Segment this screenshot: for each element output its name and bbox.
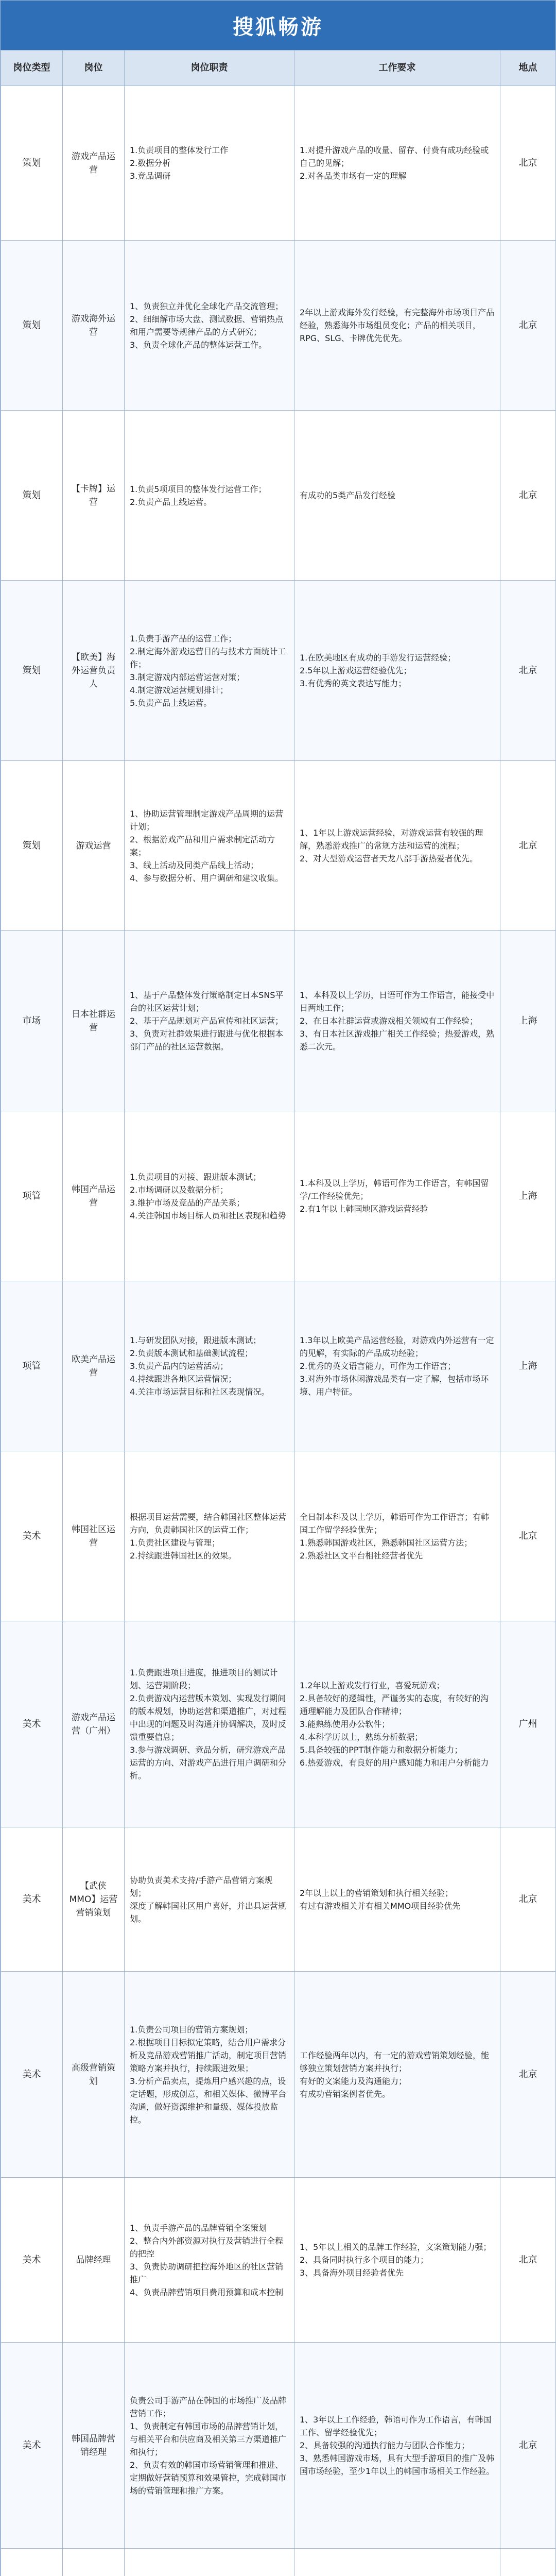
job-location-line: 北京 (518, 665, 537, 676)
job-title (63, 2343, 125, 2549)
job-title (63, 1281, 125, 1451)
job-location-line: 北京 (518, 2439, 537, 2451)
job-title-line: 【卡牌】运营 (72, 483, 115, 507)
job-duties-line: 4.关注韩国市场目标人员和社区表现和趋势 (130, 1210, 286, 1221)
job-title (63, 761, 125, 931)
job-location-line: 北京 (518, 2254, 537, 2265)
table-row (1, 241, 556, 411)
job-title (63, 581, 125, 761)
job-requirements-line: 2、具备较强的沟通执行能力与团队合作能力； (300, 2441, 470, 2450)
job-title (63, 1827, 125, 1972)
job-category (1, 1451, 63, 1621)
job-title (63, 1451, 125, 1621)
job-duties-line: 3.竞品调研 (130, 171, 171, 181)
job-location (500, 1972, 556, 2178)
job-requirements-line: 3.能熟练使用办公软件； (300, 1719, 390, 1729)
jobs-table (1, 50, 556, 2576)
job-duties-line: 1.负责手游产品的运营工作； (130, 633, 237, 643)
job-duties-line: 2.市场调研以及数据分析； (130, 1184, 229, 1195)
job-duties-line: 1.负责5项项目的整体发行运营工作； (130, 484, 267, 494)
job-location-line: 北京 (518, 489, 537, 501)
job-requirements-line: 1、5年以上相关的品牌工作经验，文案策划能力强； (300, 2242, 492, 2252)
job-category (1, 1111, 63, 1281)
job-duties-line: 2、细细解市场大盘、测试数据、营销热点和用户需要等规律产品的方式研究； (130, 314, 284, 337)
job-title-line: 游戏运营 (76, 840, 111, 851)
job-duties-line: 2、整合内外部资源对执行及营销进行全程的把控 (130, 2235, 284, 2259)
header-requirements: 工作要求 (294, 50, 500, 86)
job-duties-line: 协助负责美术支持/手游产品营销方案规划； (130, 1875, 273, 1898)
job-requirements-line: 3、熟悉韩国游戏市场，具有大型手游项目的推广及韩国市场经验，至少1年以上的韩国市场相关工作经验。 (300, 2453, 495, 2476)
job-requirements-line: 1.本科及以上学历，韩语可作为工作语言，有韩国留学/工作经验优先； (300, 1178, 489, 1201)
job-category (1, 2178, 63, 2343)
jobs-table-body (1, 86, 556, 2576)
job-duties-line: 深度了解韩国社区用户喜好，并出具运营规划。 (130, 1901, 287, 1924)
table-row (1, 411, 556, 581)
job-requirements-line: 1.熟悉韩国游戏社区，熟悉韩国社区运营方法； (300, 1537, 473, 1548)
job-requirements-line: 3、具备海外项目经验者优先 (300, 2268, 404, 2278)
job-title-line: 游戏产品运营（广州） (72, 1712, 115, 1736)
job-duties-line: 1、负责制定有韩国市场的品牌营销计划，与相关平台和供应商及相关第三方渠道推广和执行； (130, 2421, 287, 2457)
job-requirements (294, 411, 500, 581)
job-category (1, 86, 63, 241)
header-category: 岗位类型 (1, 50, 63, 86)
job-requirements-line: 有成功营销案例者优先。 (300, 2089, 391, 2099)
job-requirements (294, 241, 500, 411)
job-duties-line: 负责公司手游产品在韩国的市场推广及品牌营销工作； (130, 2395, 287, 2418)
job-duties-line: 3.负责产品内的运营活动； (130, 1361, 229, 1371)
job-category (1, 581, 63, 761)
job-requirements-line: 全日制本科及以上学历，韩语可作为工作语言；有韩国工作留学经验优先； (300, 1512, 490, 1535)
table-row (1, 86, 556, 241)
job-category (1, 761, 63, 931)
job-requirements (294, 1281, 500, 1451)
job-category (1, 1621, 63, 1827)
job-title-line: 高级营销策划 (72, 2062, 115, 2087)
job-duties-line: 3、负责对社群效果进行跟进与优化根据本部门产品的社区运营数据。 (130, 1029, 284, 1052)
job-requirements-line: 2、对大型游戏运营者天龙八部手游热爱者优先。 (300, 854, 478, 863)
job-category-line: 项管 (22, 1360, 41, 1371)
job-duties-line: 1、负责手游产品的品牌营销全案策划 (130, 2223, 267, 2233)
job-category-line: 项管 (22, 1190, 41, 1201)
job-requirements-line: 5.具备较强的PPT制作能力和数据分析能力； (300, 1745, 463, 1755)
job-duties-line: 1、基于产品整体发行策略制定日本SNS平台的社区运营计划； (130, 990, 284, 1013)
job-title (63, 2549, 125, 2576)
job-requirements-line: 2.熟悉社区文平台相社经营者优先 (300, 1550, 423, 1561)
job-requirements-line: 1.2年以上游戏发行行业，喜爱玩游戏； (300, 1681, 445, 1690)
job-duties (125, 931, 294, 1111)
job-requirements-line: 2.有1年以上韩国地区游戏运营经验 (300, 1204, 428, 1214)
job-duties (125, 2178, 294, 2343)
job-requirements-line: 2.具备较好的逻辑性，严谨务实的态度，有较好的沟通理解能力及团队合作精神； (300, 1693, 489, 1716)
job-duties-line: 3.分析产品卖点，提炼用户感兴趣的点，设定话题，形成创意，和相关媒体、微博平台沟通，做好资源维护和量级、媒体投放监控。 (130, 2076, 287, 2125)
table-row (1, 1972, 556, 2178)
job-title (63, 1972, 125, 2178)
job-requirements-line: 2、具备同时执行多个项目的能力； (300, 2255, 429, 2265)
page-title: 搜狐畅游 (1, 1, 555, 50)
job-category-line: 美术 (22, 2254, 41, 2265)
job-title-line: 日本社群运营 (72, 1009, 115, 1033)
table-row (1, 581, 556, 761)
job-requirements-line: 1.在欧美地区有成功的手游发行运营经验； (300, 653, 456, 663)
job-requirements-line: 有好的文案能力及沟通能力； (300, 2076, 407, 2086)
job-duties (125, 241, 294, 411)
job-duties-line: 1、负责独立并优化全球化产品交流管理； (130, 301, 284, 311)
header-duties: 岗位职责 (125, 50, 294, 86)
job-duties-line: 5.负责产品上线运营。 (130, 698, 212, 708)
job-requirements-line: 有成功的5类产品发行经验 (300, 490, 396, 500)
job-requirements-line: 3、有日本社区游戏推广相关工作经验；热爱游戏，熟悉二次元。 (300, 1029, 495, 1052)
job-duties-line: 4.关注市场运营目标和社区表现情况。 (130, 1387, 270, 1397)
job-title-line: 品牌经理 (76, 2255, 111, 2265)
job-location (500, 1451, 556, 1621)
job-requirements-line: 1.对提升游戏产品的收量、留存、付费有成功经验或自己的见解； (300, 145, 489, 168)
job-duties-line: 2、基于产品规划对产品宣传和社区运营； (130, 1016, 284, 1026)
job-requirements-line: 3.有优秀的英文表达写能力； (300, 679, 407, 688)
job-requirements-line: 1.3年以上欧美产品运营经验，对游戏内外运营有一定的见解，有实际的产品成功经验； (300, 1335, 494, 1358)
job-category (1, 241, 63, 411)
table-row (1, 931, 556, 1111)
job-requirements-line: 6.热爱游戏，有良好的用户感知能力和用户分析能力 (300, 1758, 489, 1768)
table-header-row (1, 50, 556, 86)
table-row (1, 1111, 556, 1281)
job-duties (125, 86, 294, 241)
job-category (1, 1827, 63, 1972)
job-title (63, 2178, 125, 2343)
table-row (1, 2178, 556, 2343)
job-location-line: 上海 (518, 1360, 537, 1371)
job-category-line: 策划 (22, 489, 41, 501)
job-duties-line: 3.维护市场及竞品的产品关系； (130, 1197, 245, 1208)
job-location (500, 1827, 556, 1972)
job-duties-line: 1.负责公司项目的营销方案规划； (130, 2024, 253, 2035)
job-duties (125, 1451, 294, 1621)
job-category-line: 美术 (22, 1530, 41, 1541)
job-requirements-line: 有过有游戏相关并有相关MMO项目经验优先 (300, 1901, 461, 1911)
job-requirements-line: 2.优秀的英文语言能力，可作为工作语言； (300, 1361, 456, 1371)
job-duties-line: 3.参与游戏调研、竞品分析，研究游戏产品运营的方向、对游戏产品进行用户调研和分析。 (130, 1745, 287, 1781)
job-duties-line: 2.持续跟进韩国社区的效果。 (130, 1550, 237, 1561)
job-requirements (294, 2178, 500, 2343)
job-requirements-line: 2年以上以上的营销策划和执行相关经验； (300, 1888, 454, 1898)
job-requirements-line: 1、1年以上游戏运营经验，对游戏运营有较强的理解，熟悉游戏推广的常规方法和运营的流程； (300, 828, 483, 851)
job-title (63, 86, 125, 241)
job-category (1, 931, 63, 1111)
job-category (1, 1281, 63, 1451)
job-category-line: 美术 (22, 2439, 41, 2451)
job-duties (125, 1972, 294, 2178)
job-title-line: 游戏产品运营 (72, 151, 115, 175)
table-row (1, 1281, 556, 1451)
job-duties-line: 1、协助运营管理制定游戏产品周期的运营计划； (130, 808, 284, 832)
job-category (1, 411, 63, 581)
job-requirements (294, 761, 500, 931)
job-duties (125, 581, 294, 761)
job-duties-line: 3、负责协助调研把控海外地区的社区营销推广 (130, 2261, 284, 2284)
job-duties (125, 761, 294, 931)
job-location (500, 761, 556, 931)
job-duties-line: 3.制定游戏内部运营运营对策； (130, 672, 245, 682)
job-duties-line: 2.数据分析 (130, 158, 171, 168)
job-title-line: 【武侠MMO】运营营销策划 (69, 1880, 118, 1918)
job-requirements (294, 2343, 500, 2549)
job-duties-line: 2、负责有效的韩国市场营销管理和推进、定期做好营销预算和效果管控，完成韩国市场的营销管理和推广方案。 (130, 2460, 287, 2496)
job-requirements (294, 86, 500, 241)
job-title-line: 欧美产品运营 (72, 1354, 115, 1378)
job-category (1, 2343, 63, 2549)
job-requirements (294, 1972, 500, 2178)
job-title-line: 韩国社区运营 (72, 1524, 115, 1548)
job-location-line: 北京 (518, 2069, 537, 2080)
job-location (500, 581, 556, 761)
job-duties-line: 2.制定海外游戏运营目的与技术方面统计工作； (130, 646, 286, 669)
table-row (1, 761, 556, 931)
table-row (1, 2343, 556, 2549)
job-duties-line: 2.负责版本测试和基础测试流程； (130, 1348, 253, 1358)
table-row (1, 1827, 556, 1972)
job-title (63, 931, 125, 1111)
job-requirements-line: 2、在日本社群运营或游戏相关领域有工作经验； (300, 1016, 478, 1026)
job-duties-line: 1.负责项目的对接、跟进版本测试； (130, 1172, 262, 1182)
job-requirements-line: 1、本科及以上学历，日语可作为工作语言，能接受中日两地工作； (300, 990, 495, 1013)
job-requirements (294, 1621, 500, 1827)
job-title-line: 韩国品牌营销经理 (72, 2433, 115, 2458)
job-title (63, 1111, 125, 1281)
job-category-line: 策划 (22, 665, 41, 676)
job-duties-line: 1.与研发团队对接，跟进版本测试； (130, 1335, 262, 1345)
job-location (500, 86, 556, 241)
job-location-line: 北京 (518, 1893, 537, 1905)
job-location (500, 2549, 556, 2576)
job-title (63, 241, 125, 411)
job-requirements-line: 工作经验两年以内，有一定的游戏营销策划经验，能够独立策划营销方案并执行； (300, 2050, 490, 2073)
job-category-line: 策划 (22, 157, 41, 168)
job-duties-line: 4.制定游戏运营规划排计； (130, 685, 229, 695)
job-title-line: 游戏海外运营 (72, 313, 115, 337)
job-duties-line: 4、参与数据分析、用户调研和建议收集。 (130, 873, 284, 883)
job-requirements-line: 4.本科学历以上，熟练分析数据； (300, 1732, 423, 1742)
job-title-line: 韩国产品运营 (72, 1184, 115, 1208)
job-duties (125, 1621, 294, 1827)
job-duties-line: 1.负责项目的整体发行工作 (130, 145, 229, 155)
job-location (500, 1111, 556, 1281)
job-requirements (294, 2549, 500, 2576)
job-duties-line: 1.负责社区建设与管理； (130, 1537, 220, 1548)
job-duties-line: 1.负责跟进项目进度，推进项目的测试计划、运营期阶段； (130, 1668, 278, 1690)
job-location (500, 2343, 556, 2549)
job-location-line: 北京 (518, 157, 537, 168)
job-category-line: 美术 (22, 1718, 41, 1730)
job-category-line: 市场 (22, 1015, 41, 1026)
job-requirements (294, 1111, 500, 1281)
job-duties-line: 2.根据项目目标拟定策略，结合用户需求分析及竞品游戏营销推广活动，制定项目营销策略方案并执行，持续跟进效果； (130, 2037, 287, 2073)
job-duties (125, 2343, 294, 2549)
job-location (500, 241, 556, 411)
header-title: 岗位 (63, 50, 125, 86)
job-duties-line: 2.负责产品上线运营。 (130, 497, 212, 507)
job-requirements-line: 3.对海外市场休闲游戏品类有一定了解，包括市场环境、用户特征。 (300, 1374, 489, 1397)
job-category-line: 美术 (22, 2069, 41, 2080)
job-category-line: 策划 (22, 319, 41, 331)
job-duties-line: 2.负责游戏内运营版本策划、实现发行期间的版本规划，协助运营和渠道推广，对过程中出现的问题及时沟通并协调解决，及时反馈重要信息； (130, 1693, 287, 1742)
job-duties-line: 2、根据游戏产品和用户需求制定活动方案； (130, 834, 275, 857)
job-requirements-line: 2年以上游戏海外发行经验，有完整海外市场项目产品经验，熟悉海外市场组员变化；产品的相关项目，RPG、SLG、卡牌优先优先。 (300, 308, 495, 343)
job-location-line: 北京 (518, 1530, 537, 1541)
job-duties (125, 411, 294, 581)
job-requirements (294, 581, 500, 761)
job-category-line: 策划 (22, 840, 41, 851)
job-duties (125, 1111, 294, 1281)
job-duties (125, 1827, 294, 1972)
job-category (1, 1972, 63, 2178)
job-location (500, 2178, 556, 2343)
job-duties-line: 3、负责全球化产品的整体运营工作。 (130, 340, 267, 350)
job-location-line: 北京 (518, 840, 537, 851)
job-duties-line: 4.持续跟进各地区运营情况； (130, 1374, 237, 1384)
job-category-line: 美术 (22, 1893, 41, 1905)
job-title (63, 1621, 125, 1827)
job-location-line: 北京 (518, 319, 537, 331)
job-requirements (294, 1451, 500, 1621)
job-duties (125, 1281, 294, 1451)
job-requirements-line: 1、3年以上工作经验，韩语可作为工作语言，有韩国工作、留学经验优先； (300, 2415, 492, 2437)
job-location (500, 1621, 556, 1827)
job-location-line: 上海 (518, 1190, 537, 1201)
job-title (63, 411, 125, 581)
job-requirements-line: 2.对各品类市场有一定的理解 (300, 171, 407, 181)
job-location (500, 931, 556, 1111)
job-location-line: 广州 (518, 1718, 537, 1730)
table-row (1, 1451, 556, 1621)
job-location (500, 411, 556, 581)
job-requirements (294, 931, 500, 1111)
job-location (500, 1281, 556, 1451)
job-duties-line: 4、负责品牌营销项目费用预算和成本控制 (130, 2287, 284, 2297)
job-category (1, 2549, 63, 2576)
job-title-line: 【欧美】海外运营负责人 (72, 652, 115, 689)
job-duties (125, 2549, 294, 2576)
job-location-line: 上海 (518, 1015, 537, 1026)
header-location: 地点 (500, 50, 556, 86)
job-duties-line: 3、线上活动及同类产品线上活动； (130, 860, 259, 870)
table-row (1, 2549, 556, 2576)
job-requirements (294, 1827, 500, 1972)
job-duties-line: 根据项目运营需要，结合韩国社区整体运营方向，负责韩国社区的运营工作； (130, 1512, 287, 1535)
table-row (1, 1621, 556, 1827)
job-requirements-line: 2.5年以上游戏运营经验优先； (300, 666, 412, 675)
